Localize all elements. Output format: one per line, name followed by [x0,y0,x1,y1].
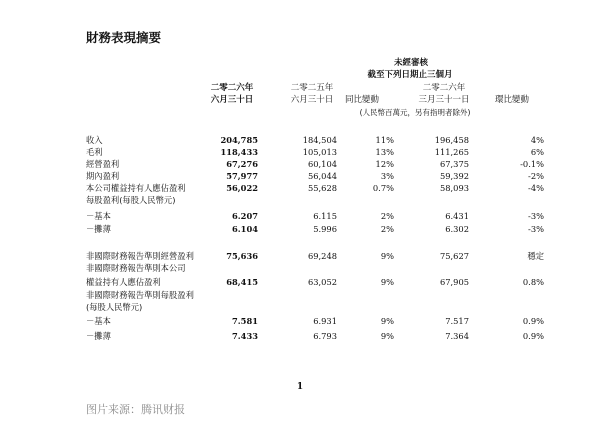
row-value: 56,022 [226,183,258,193]
column-header-yoy: 同比變動 [344,95,379,105]
table-row [86,315,544,327]
row-value: 7.433 [232,331,258,341]
row-value: 56,044 [307,171,337,181]
table-row [86,223,544,235]
row-label: －攤薄 [86,331,111,341]
row-value: -4% [528,183,544,193]
row-value: 7.517 [445,316,469,326]
row-value: 3% [380,171,394,181]
row-value: 6.302 [445,224,469,234]
table-row [86,158,544,170]
row-value: -3% [528,224,544,234]
row-value: 9% [380,277,394,287]
row-value: 0.7% [372,183,394,193]
row-value: 111,265 [434,147,469,157]
row-value: 75,627 [439,251,469,261]
column-header-qoq: 環比變動 [494,95,529,105]
row-label: －攤薄 [86,224,111,234]
row-value: 6.431 [445,211,469,221]
row-value: 6.793 [313,331,337,341]
row-label: 收入 [86,135,103,145]
row-label: 非國際財務報告準則經營盈利 [86,251,194,261]
row-value: 7.581 [232,316,258,326]
column-header-2026-mar: 二零二六年 三月三十一日 [418,83,470,105]
row-value: 穩定 [527,251,544,261]
row-label: 非國際財務報告準則本公司 [86,263,186,273]
table-row [86,262,526,274]
row-label: 每股盈利(每股人民幣元) [86,195,176,205]
row-value: 6.115 [313,211,337,221]
row-value: 58,093 [439,183,469,193]
row-value: 6.207 [232,211,258,221]
row-value: 67,276 [226,159,258,169]
row-label: 經營盈利 [86,159,120,169]
row-value: 69,248 [307,251,337,261]
row-value: 67,905 [439,277,469,287]
row-value: 6.104 [232,224,258,234]
row-value: 60,104 [307,159,337,169]
row-value: 57,977 [226,171,258,181]
row-value: 7.364 [445,331,469,341]
row-value: 6.931 [313,316,337,326]
row-label: －基本 [86,316,111,326]
row-label: (每股人民幣元) [86,302,143,312]
row-value: 63,052 [307,277,337,287]
table-row [86,134,544,146]
table-row [86,194,526,206]
row-value: 105,013 [302,147,337,157]
table-row [86,301,526,313]
table-row [86,289,526,301]
row-value: 118,433 [220,147,258,157]
row-value: 67,375 [439,159,469,169]
row-value: 68,415 [226,277,258,287]
row-value: 9% [380,316,394,326]
table-row [86,250,544,262]
table-row [86,276,544,288]
row-value: 0.9% [522,316,544,326]
row-value: 9% [380,251,394,261]
row-value: 75,636 [226,251,258,261]
row-value: 12% [375,159,394,169]
table-row [86,146,544,158]
row-value: 204,785 [220,135,258,145]
units-note: (人民幣百萬元，另有指明者除外) [359,108,471,117]
row-value: 59,392 [439,171,469,181]
row-label: 毛利 [86,147,103,157]
row-value: 13% [375,147,394,157]
table-row [86,182,544,194]
page-title: 財務表現摘要 [86,30,162,45]
row-value: 6% [530,147,544,157]
row-value: -0.1% [520,159,544,169]
row-label: 非國際財務報告準則每股盈利 [86,290,194,300]
row-value: -3% [528,211,544,221]
row-label: 本公司權益持有人應佔盈利 [86,183,186,193]
row-label: －基本 [86,211,111,221]
row-value: 11% [375,135,394,145]
unaudited-header: 未經審核 [393,58,428,68]
page-number: 1 [296,382,304,392]
table-row [86,210,544,222]
row-value: 0.8% [522,277,544,287]
row-value: 2% [380,224,394,234]
row-value: 2% [380,211,394,221]
row-value: 55,628 [307,183,337,193]
row-value: 4% [530,135,544,145]
row-value: 196,458 [434,135,469,145]
column-header-2026-jun: 二零二六年 六月三十日 [210,83,254,105]
row-value: 0.9% [522,331,544,341]
row-value: 9% [380,331,394,341]
column-header-2025-jun: 二零二五年 六月三十日 [290,83,334,105]
table-row [86,170,544,182]
row-value: -2% [528,171,544,181]
source-caption: 图片来源：腾讯财报 [86,403,185,416]
row-label: 期內盈利 [86,171,120,181]
row-label: 權益持有人應佔盈利 [86,277,161,287]
table-row [86,330,544,342]
period-header: 截至下列日期止三個月 [367,70,453,80]
row-value: 184,504 [302,135,337,145]
row-value: 5.996 [313,224,337,234]
